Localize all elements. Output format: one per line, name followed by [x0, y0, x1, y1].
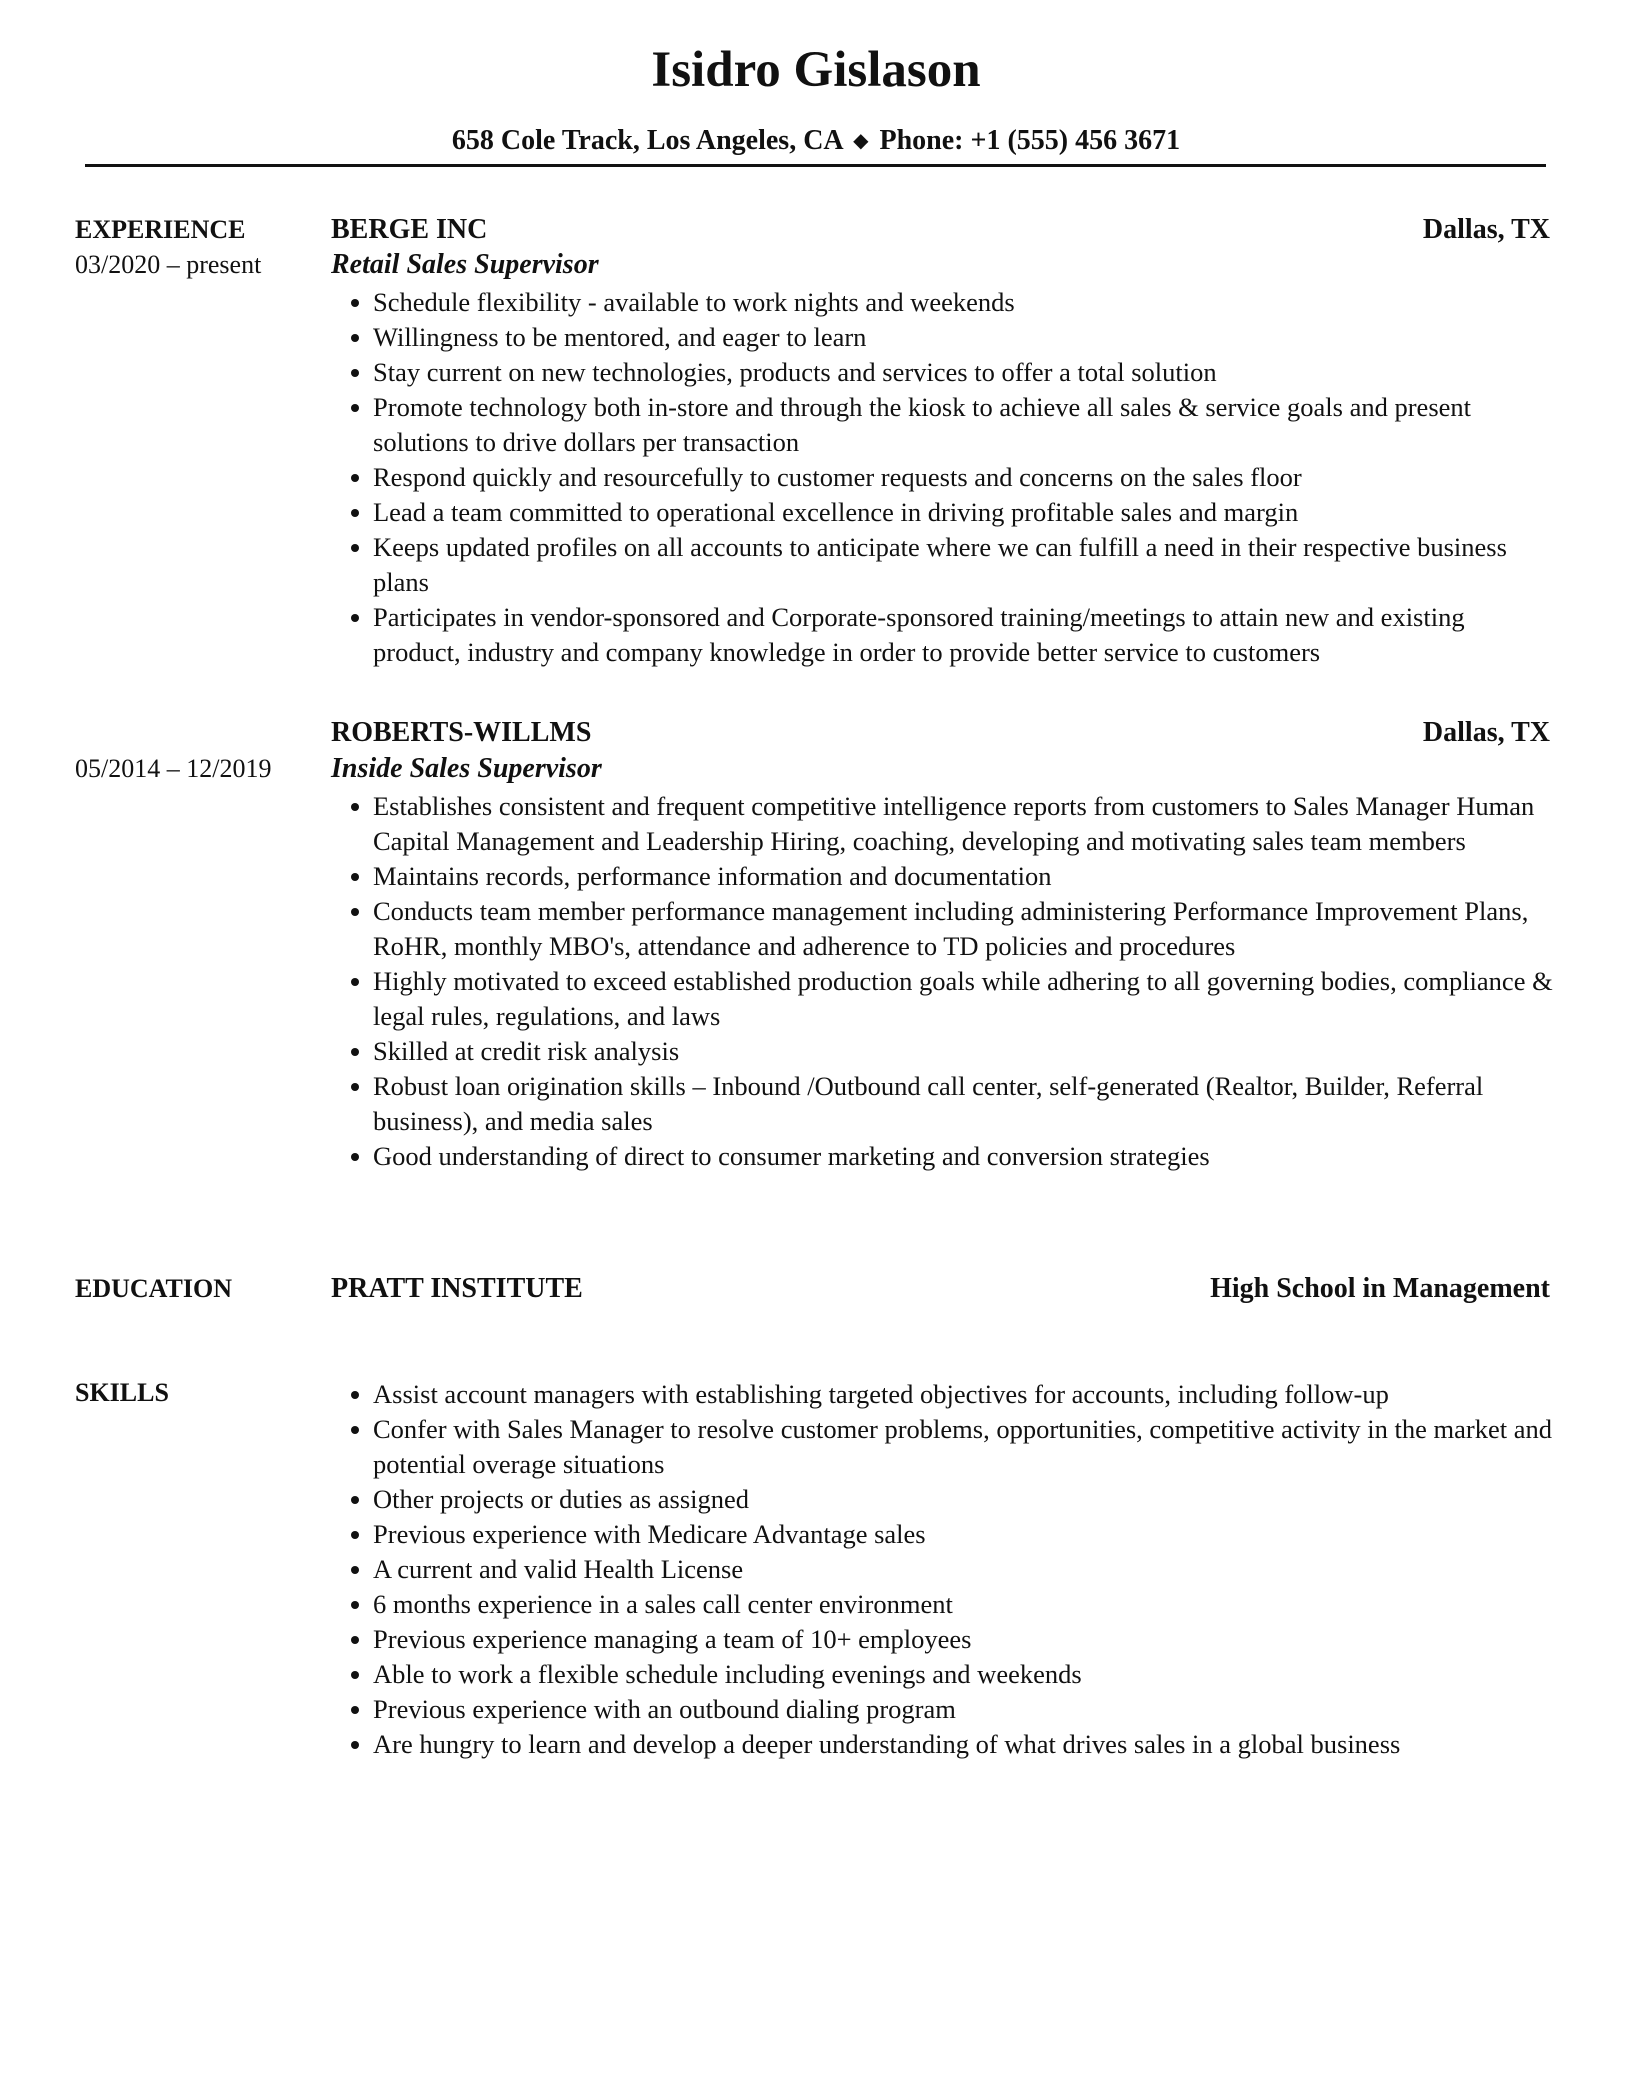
- job-2-company: ROBERTS-WILLMS: [331, 717, 592, 748]
- diamond-separator-icon: ◆: [853, 130, 869, 152]
- job-2-bullets: [373, 789, 1553, 1174]
- education-degree: High School in Management: [1210, 1273, 1550, 1304]
- list-item: Skilled at credit risk analysis: [373, 1034, 1553, 1069]
- list-item: Promote technology both in-store and through the kiosk to achieve all sales & service goals and present solutions to drive dollars per transaction: [373, 390, 1553, 460]
- job-2-dates: 05/2014 – 12/2019: [75, 754, 272, 783]
- list-item: Willingness to be mentored, and eager to learn: [373, 320, 1553, 355]
- list-item: Previous experience managing a team of 10+ employees: [373, 1622, 1553, 1657]
- list-item: Establishes consistent and frequent competitive intelligence reports from customers to Sales Manager Human Capital Management and Leadership Hiring, coaching, developing and motivating sales team members: [373, 789, 1553, 859]
- list-item: Lead a team committed to operational excellence in driving profitable sales and margin: [373, 495, 1553, 530]
- list-item: Assist account managers with establishing targeted objectives for accounts, including follow-up: [373, 1377, 1553, 1412]
- list-item: Good understanding of direct to consumer marketing and conversion strategies: [373, 1139, 1553, 1174]
- experience-section-label: EXPERIENCE: [75, 215, 246, 244]
- list-item: Other projects or duties as assigned: [373, 1482, 1553, 1517]
- list-item: Keeps updated profiles on all accounts to anticipate where we can fulfill a need in their respective business plans: [373, 530, 1553, 600]
- job-2-location: Dallas, TX: [1422, 717, 1550, 748]
- job-2-title: Inside Sales Supervisor: [331, 753, 602, 784]
- list-item: Highly motivated to exceed established production goals while adhering to all governing bodies, compliance & legal rules, regulations, and laws: [373, 964, 1553, 1034]
- list-item: Schedule flexibility - available to work nights and weekends: [373, 285, 1553, 320]
- list-item: Conducts team member performance management including administering Performance Improvement Plans, RoHR, monthly MBO's, attendance and adherence to TD policies and procedures: [373, 894, 1553, 964]
- list-item: Participates in vendor-sponsored and Corporate-sponsored training/meetings to attain new and existing product, industry and company knowledge in order to provide better service to customers: [373, 600, 1553, 670]
- list-item: Previous experience with Medicare Advantage sales: [373, 1517, 1553, 1552]
- list-item: Confer with Sales Manager to resolve customer problems, opportunities, competitive activity in the market and potential overage situations: [373, 1412, 1553, 1482]
- job-1-title: Retail Sales Supervisor: [331, 249, 599, 280]
- job-1-location: Dallas, TX: [1422, 214, 1550, 245]
- skills-section-label: SKILLS: [75, 1378, 169, 1407]
- contact-line: [0, 124, 1632, 158]
- contact-address: 658 Cole Track, Los Angeles, CA: [451, 125, 843, 156]
- list-item: Maintains records, performance information and documentation: [373, 859, 1553, 894]
- list-item: 6 months experience in a sales call center environment: [373, 1587, 1553, 1622]
- list-item: Stay current on new technologies, products and services to offer a total solution: [373, 355, 1553, 390]
- job-1-bullets: [373, 285, 1553, 670]
- list-item: Are hungry to learn and develop a deeper understanding of what drives sales in a global business: [373, 1727, 1553, 1762]
- job-1-company: BERGE INC: [331, 214, 488, 245]
- list-item: Previous experience with an outbound dialing program: [373, 1692, 1553, 1727]
- skills-bullets: [373, 1377, 1553, 1762]
- contact-phone: Phone: +1 (555) 456 3671: [879, 125, 1181, 156]
- list-item: A current and valid Health License: [373, 1552, 1553, 1587]
- job-1-dates: 03/2020 – present: [75, 250, 262, 279]
- education-section-label: EDUCATION: [75, 1274, 232, 1303]
- list-item: Respond quickly and resourcefully to customer requests and concerns on the sales floor: [373, 460, 1553, 495]
- education-school: PRATT INSTITUTE: [331, 1273, 583, 1304]
- candidate-name: Isidro Gislason: [651, 42, 981, 98]
- list-item: Able to work a flexible schedule including evenings and weekends: [373, 1657, 1553, 1692]
- list-item: Robust loan origination skills – Inbound /Outbound call center, self-generated (Realtor, Builder, Referral business), and media sales: [373, 1069, 1553, 1139]
- header-divider: [85, 164, 1546, 167]
